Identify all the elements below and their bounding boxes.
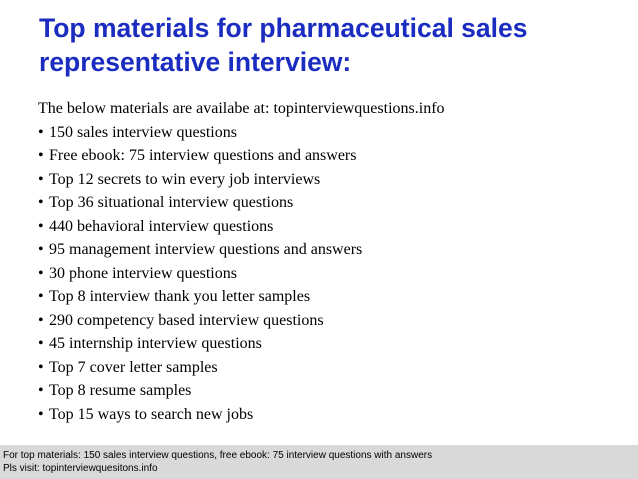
bullet-icon: •: [38, 335, 44, 352]
list-item: [38, 332, 628, 356]
list-item-text: 95 management interview questions and answers: [49, 241, 363, 258]
bullet-icon: •: [38, 194, 44, 211]
list-item: [38, 238, 628, 262]
bullet-list: [38, 121, 628, 427]
slide-title-line-2: representative interview:: [39, 47, 352, 77]
footer-line-2: Pls visit: topinterviewquesitons.info: [3, 463, 158, 474]
bullet-icon: •: [38, 311, 44, 329]
bullet-icon: •: [38, 123, 44, 141]
slide-title-line-1: Top materials for pharmaceutical sales: [39, 13, 528, 43]
bullet-icon: •: [38, 264, 44, 282]
list-item-text: Top 7 cover letter samples: [49, 358, 218, 376]
bullet-icon: •: [38, 217, 44, 235]
list-item: [38, 215, 628, 239]
bullet-icon: •: [38, 241, 44, 258]
list-item: [38, 121, 628, 145]
slide-body: [38, 97, 628, 426]
list-item: [38, 144, 628, 168]
list-item-text: 30 phone interview questions: [49, 264, 237, 282]
list-item-text: Top 12 secrets to win every job interviews: [49, 170, 321, 188]
list-item-text: 150 sales interview questions: [49, 123, 237, 141]
list-item-text: Free ebook: 75 interview questions and answers: [49, 147, 357, 164]
list-item: [38, 356, 628, 380]
list-item: [38, 168, 628, 192]
list-item: [38, 262, 628, 286]
list-item-text: 45 internship interview questions: [49, 335, 262, 352]
list-item: [38, 285, 628, 309]
bullet-icon: •: [38, 288, 44, 305]
list-item: [38, 379, 628, 403]
list-item-text: 440 behavioral interview questions: [49, 217, 274, 235]
bullet-icon: •: [38, 358, 44, 376]
intro-text: The below materials are availabe at: topinterviewquestions.info: [38, 100, 445, 117]
list-item: [38, 191, 628, 215]
list-item: [38, 403, 628, 427]
bullet-icon: •: [38, 382, 44, 399]
footer-bar: [0, 445, 638, 479]
bullet-icon: •: [38, 147, 44, 164]
list-item-text: Top 36 situational interview questions: [49, 194, 294, 211]
list-item-text: Top 8 interview thank you letter samples: [49, 288, 311, 305]
bullet-icon: •: [38, 405, 44, 423]
slide-title: [39, 11, 629, 79]
list-item-text: 290 competency based interview questions: [49, 311, 324, 329]
bullet-icon: •: [38, 170, 44, 188]
footer-line-1: For top materials: 150 sales interview questions, free ebook: 75 interview questions with answers: [3, 450, 433, 461]
list-item-text: Top 15 ways to search new jobs: [49, 405, 254, 423]
list-item: [38, 309, 628, 333]
list-item-text: Top 8 resume samples: [49, 382, 192, 399]
